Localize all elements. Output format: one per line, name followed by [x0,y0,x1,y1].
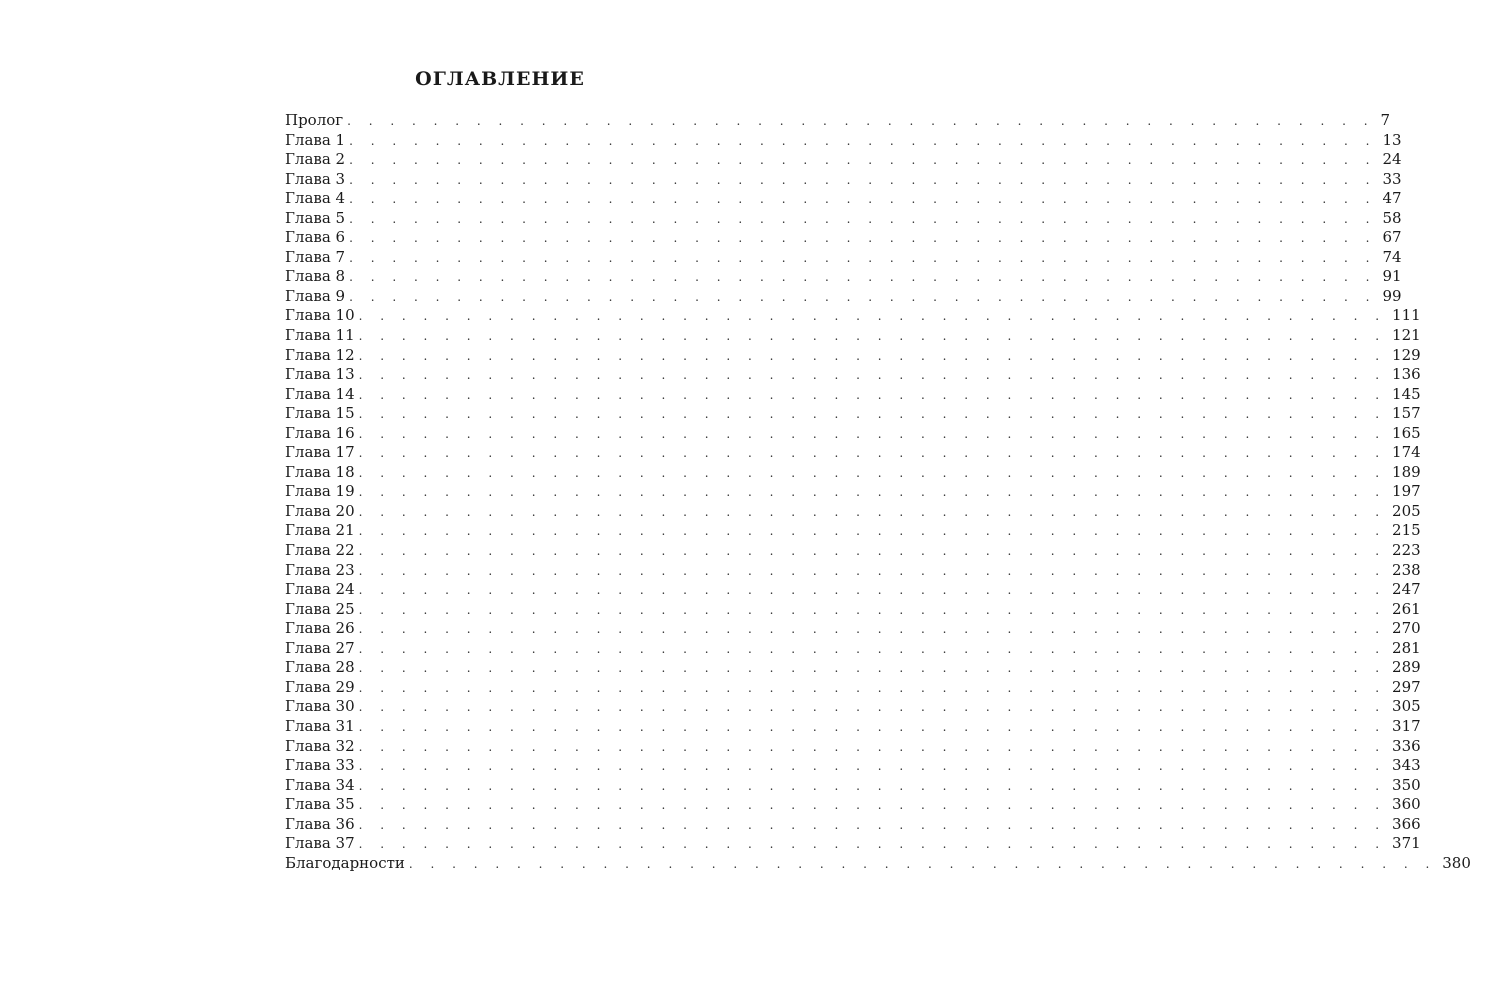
toc-entry-label: Глава 31 [285,716,355,735]
toc-entry-label: Глава 20 [285,501,355,520]
toc-entry-label: Глава 14 [285,384,355,403]
toc-entry-page-number: 91 [1382,267,1402,286]
toc-entry-label: Благодарности [285,853,405,872]
toc-entry-page-number: 281 [1392,638,1421,657]
toc-entry-page-number: 305 [1392,697,1421,716]
toc-entry [285,345,1421,366]
dot-leader: . . . . . . . . . . . . . . . . . . . . . . . . . . . . . . . . . . . . . . . . . . . . . . . . [349,153,1377,168]
toc-entry-page-number: 189 [1392,462,1421,481]
toc-entry-page-number: 129 [1392,345,1421,364]
dot-leader: . . . . . . . . . . . . . . . . . . . . . . . . . . . . . . . . . . . . . . . . . . . . . . . . [358,426,1387,441]
dot-leader: . . . . . . . . . . . . . . . . . . . . . . . . . . . . . . . . . . . . . . . . . . . . . . . . [358,348,1387,363]
dot-leader: . . . . . . . . . . . . . . . . . . . . . . . . . . . . . . . . . . . . . . . . . . . . . . . . [358,817,1387,832]
dot-leader: . . . . . . . . . . . . . . . . . . . . . . . . . . . . . . . . . . . . . . . . . . . . . . . . [358,387,1387,402]
toc-entry-page-number: 111 [1392,306,1421,325]
toc-entry-label: Глава 25 [285,599,355,618]
toc-entry-label: Глава 23 [285,560,355,579]
dot-leader: . . . . . . . . . . . . . . . . . . . . . . . . . . . . . . . . . . . . . . . . . . . . . . . . [358,407,1387,422]
toc-entry [285,169,1402,190]
toc-entry [285,130,1402,151]
toc-entry [285,286,1402,307]
toc-entry-label: Глава 2 [285,150,346,169]
toc-entry-label: Глава 35 [285,795,355,814]
toc-entry-label: Глава 4 [285,189,346,208]
toc-entry-page-number: 7 [1380,111,1391,129]
toc-entry [285,814,1421,835]
dot-leader: . . . . . . . . . . . . . . . . . . . . . . . . . . . . . . . . . . . . . . . . . . . . . . . . [358,368,1387,383]
toc-entry-label: Глава 29 [285,677,355,696]
toc-entry-page-number: 24 [1382,150,1402,169]
toc-entry [285,111,1391,131]
dot-leader: . . . . . . . . . . . . . . . . . . . . . . . . . . . . . . . . . . . . . . . . . . . . . . . . [349,211,1377,226]
toc-entry-label: Глава 11 [285,326,355,345]
toc-entry-label: Глава 13 [285,365,355,384]
toc-entry-label: Глава 24 [285,580,355,599]
toc-entry-label: Глава 12 [285,345,355,364]
dot-leader: . . . . . . . . . . . . . . . . . . . . . . . . . . . . . . . . . . . . . . . . . . . . . . . . [358,329,1387,344]
toc-entry [285,384,1421,405]
toc-entry-page-number: 121 [1392,326,1421,345]
toc-entry-label: Глава 1 [285,130,346,149]
toc-entry-label: Глава 28 [285,658,355,677]
toc-entry-page-number: 343 [1392,756,1421,775]
toc-entry-page-number: 145 [1392,384,1421,403]
toc-entry [285,541,1421,561]
dot-leader: . . . . . . . . . . . . . . . . . . . . . . . . . . . . . . . . . . . . . . . . . . . . . . . . [358,485,1387,500]
dot-leader: . . . . . . . . . . . . . . . . . . . . . . . . . . . . . . . . . . . . . . . . . . . . . . . . [349,231,1377,246]
dot-leader: . . . . . . . . . . . . . . . . . . . . . . . . . . . . . . . . . . . . . . . . . . . . . . . . [358,700,1387,715]
toc-entry-label: Глава 33 [285,756,355,775]
toc-entry-label: Пролог [285,111,344,129]
toc-entry-label: Глава 7 [285,247,346,266]
toc-entry [285,638,1421,659]
toc-entry [285,247,1402,268]
toc-entry-page-number: 165 [1392,423,1421,442]
toc-entry-label: Глава 27 [285,638,355,657]
toc-entry-page-number: 13 [1382,130,1402,149]
toc-entry-label: Глава 18 [285,462,355,481]
dot-leader: . . . . . . . . . . . . . . . . . . . . . . . . . . . . . . . . . . . . . . . . . . . . . . . . [358,680,1387,695]
toc-entry-page-number: 380 [1442,853,1471,872]
toc-entry [285,853,1471,874]
dot-leader: . . . . . . . . . . . . . . . . . . . . . . . . . . . . . . . . . . . . . . . . . . . . . . . . [349,289,1377,304]
toc-entry-label: Глава 19 [285,482,355,501]
toc-entry [285,150,1402,170]
toc-entry [285,521,1421,541]
page-title: ОГЛАВЛЕНИЕ [415,68,585,90]
dot-leader: . . . . . . . . . . . . . . . . . . . . . . . . . . . . . . . . . . . . . . . . . . . . . . . . [349,133,1377,148]
toc-entry-page-number: 33 [1382,169,1402,188]
toc-entry [285,443,1421,463]
dot-leader: . . . . . . . . . . . . . . . . . . . . . . . . . . . . . . . . . . . . . . . . . . . . . . . . [349,270,1377,285]
toc-entry-label: Глава 26 [285,619,355,638]
toc-entry-page-number: 270 [1392,619,1421,638]
dot-leader: . . . . . . . . . . . . . . . . . . . . . . . . . . . . . . . . . . . . . . . . . . . . . . . . [358,602,1387,617]
toc-entry [285,208,1402,229]
toc-entry [285,306,1421,326]
toc-entry-page-number: 336 [1392,736,1421,755]
toc-entry-label: Глава 16 [285,423,355,442]
toc-entry [285,482,1421,502]
toc-entry-label: Глава 9 [285,286,346,305]
toc-entry-page-number: 317 [1392,716,1421,735]
dot-leader: . . . . . . . . . . . . . . . . . . . . . . . . . . . . . . . . . . . . . . . . . . . . . . . . [349,250,1377,265]
toc-entry-label: Глава 36 [285,814,355,833]
dot-leader: . . . . . . . . . . . . . . . . . . . . . . . . . . . . . . . . . . . . . . . . . . . . . . . . [347,114,1375,128]
toc-entry-label: Глава 37 [285,834,355,853]
toc-entry-page-number: 74 [1382,247,1402,266]
toc-entry-page-number: 47 [1382,189,1402,208]
toc-entry-page-number: 261 [1392,599,1421,618]
toc-entry-label: Глава 8 [285,267,346,286]
toc-entry-page-number: 247 [1392,580,1421,599]
toc-entry [285,423,1421,444]
toc-entry [285,560,1421,581]
toc-entry-label: Глава 34 [285,775,355,794]
toc-entry [285,462,1421,483]
toc-entry [285,501,1421,522]
toc-entry [285,404,1421,424]
toc-entry [285,736,1421,757]
toc-entry-page-number: 366 [1392,814,1421,833]
toc-entry-label: Глава 6 [285,228,346,247]
dot-leader: . . . . . . . . . . . . . . . . . . . . . . . . . . . . . . . . . . . . . . . . . . . . . . . . [358,544,1387,559]
toc-entry-label: Глава 10 [285,306,355,325]
dot-leader: . . . . . . . . . . . . . . . . . . . . . . . . . . . . . . . . . . . . . . . . . . . . . . . . [358,309,1387,324]
toc-entry-page-number: 99 [1382,286,1402,305]
table-of-contents [285,111,1471,873]
toc-entry-label: Глава 32 [285,736,355,755]
toc-entry-page-number: 289 [1392,658,1421,677]
toc-entry-page-number: 205 [1392,501,1421,520]
toc-entry-page-number: 215 [1392,521,1421,540]
toc-entry-page-number: 297 [1392,677,1421,696]
toc-entry-page-number: 360 [1392,795,1421,814]
dot-leader: . . . . . . . . . . . . . . . . . . . . . . . . . . . . . . . . . . . . . . . . . . . . . . . . [358,583,1387,598]
dot-leader: . . . . . . . . . . . . . . . . . . . . . . . . . . . . . . . . . . . . . . . . . . . . . . . . [358,465,1387,480]
dot-leader: . . . . . . . . . . . . . . . . . . . . . . . . . . . . . . . . . . . . . . . . . . . . . . . . [358,622,1387,637]
toc-entry [285,599,1421,620]
dot-leader: . . . . . . . . . . . . . . . . . . . . . . . . . . . . . . . . . . . . . . . . . . . . . . . . [349,172,1377,187]
toc-entry-page-number: 371 [1392,834,1421,853]
toc-entry-page-number: 174 [1392,443,1421,462]
dot-leader: . . . . . . . . . . . . . . . . . . . . . . . . . . . . . . . . . . . . . . . . . . . . . . . . [358,739,1387,754]
toc-entry [285,716,1421,737]
toc-entry-page-number: 157 [1392,404,1421,423]
toc-entry [285,775,1421,796]
toc-entry-label: Глава 3 [285,169,346,188]
dot-leader: . . . . . . . . . . . . . . . . . . . . . . . . . . . . . . . . . . . . . . . . . . . . . . . . [358,837,1387,852]
dot-leader: . . . . . . . . . . . . . . . . . . . . . . . . . . . . . . . . . . . . . . . . . . . . . . . . [408,856,1437,871]
dot-leader: . . . . . . . . . . . . . . . . . . . . . . . . . . . . . . . . . . . . . . . . . . . . . . . . [358,719,1387,734]
dot-leader: . . . . . . . . . . . . . . . . . . . . . . . . . . . . . . . . . . . . . . . . . . . . . . . . [358,759,1387,774]
toc-entry [285,697,1421,717]
toc-entry-page-number: 197 [1392,482,1421,501]
dot-leader: . . . . . . . . . . . . . . . . . . . . . . . . . . . . . . . . . . . . . . . . . . . . . . . . [358,798,1387,813]
toc-entry [285,189,1402,209]
dot-leader: . . . . . . . . . . . . . . . . . . . . . . . . . . . . . . . . . . . . . . . . . . . . . . . . [358,778,1387,793]
toc-entry [285,834,1421,854]
dot-leader: . . . . . . . . . . . . . . . . . . . . . . . . . . . . . . . . . . . . . . . . . . . . . . . . [358,504,1387,519]
toc-entry [285,580,1421,600]
toc-entry-page-number: 223 [1392,541,1421,560]
toc-entry [285,228,1402,248]
toc-entry-label: Глава 17 [285,443,355,462]
toc-entry-label: Глава 22 [285,541,355,560]
toc-entry [285,365,1421,385]
toc-entry-page-number: 58 [1382,208,1402,227]
toc-entry [285,619,1421,639]
toc-entry-page-number: 238 [1392,560,1421,579]
dot-leader: . . . . . . . . . . . . . . . . . . . . . . . . . . . . . . . . . . . . . . . . . . . . . . . . [358,524,1387,539]
toc-entry [285,326,1421,346]
dot-leader: . . . . . . . . . . . . . . . . . . . . . . . . . . . . . . . . . . . . . . . . . . . . . . . . [358,641,1387,656]
toc-entry-label: Глава 21 [285,521,355,540]
dot-leader: . . . . . . . . . . . . . . . . . . . . . . . . . . . . . . . . . . . . . . . . . . . . . . . . [358,661,1387,676]
toc-entry [285,795,1421,815]
dot-leader: . . . . . . . . . . . . . . . . . . . . . . . . . . . . . . . . . . . . . . . . . . . . . . . . [349,192,1377,207]
toc-entry-page-number: 67 [1382,228,1402,247]
dot-leader: . . . . . . . . . . . . . . . . . . . . . . . . . . . . . . . . . . . . . . . . . . . . . . . . [358,446,1387,461]
toc-entry [285,756,1421,776]
dot-leader: . . . . . . . . . . . . . . . . . . . . . . . . . . . . . . . . . . . . . . . . . . . . . . . . [358,563,1387,578]
toc-entry [285,267,1402,287]
toc-entry [285,658,1421,678]
toc-entry-label: Глава 5 [285,208,346,227]
toc-entry [285,677,1421,698]
toc-entry-page-number: 350 [1392,775,1421,794]
toc-entry-label: Глава 30 [285,697,355,716]
toc-entry-label: Глава 15 [285,404,355,423]
toc-entry-page-number: 136 [1392,365,1421,384]
